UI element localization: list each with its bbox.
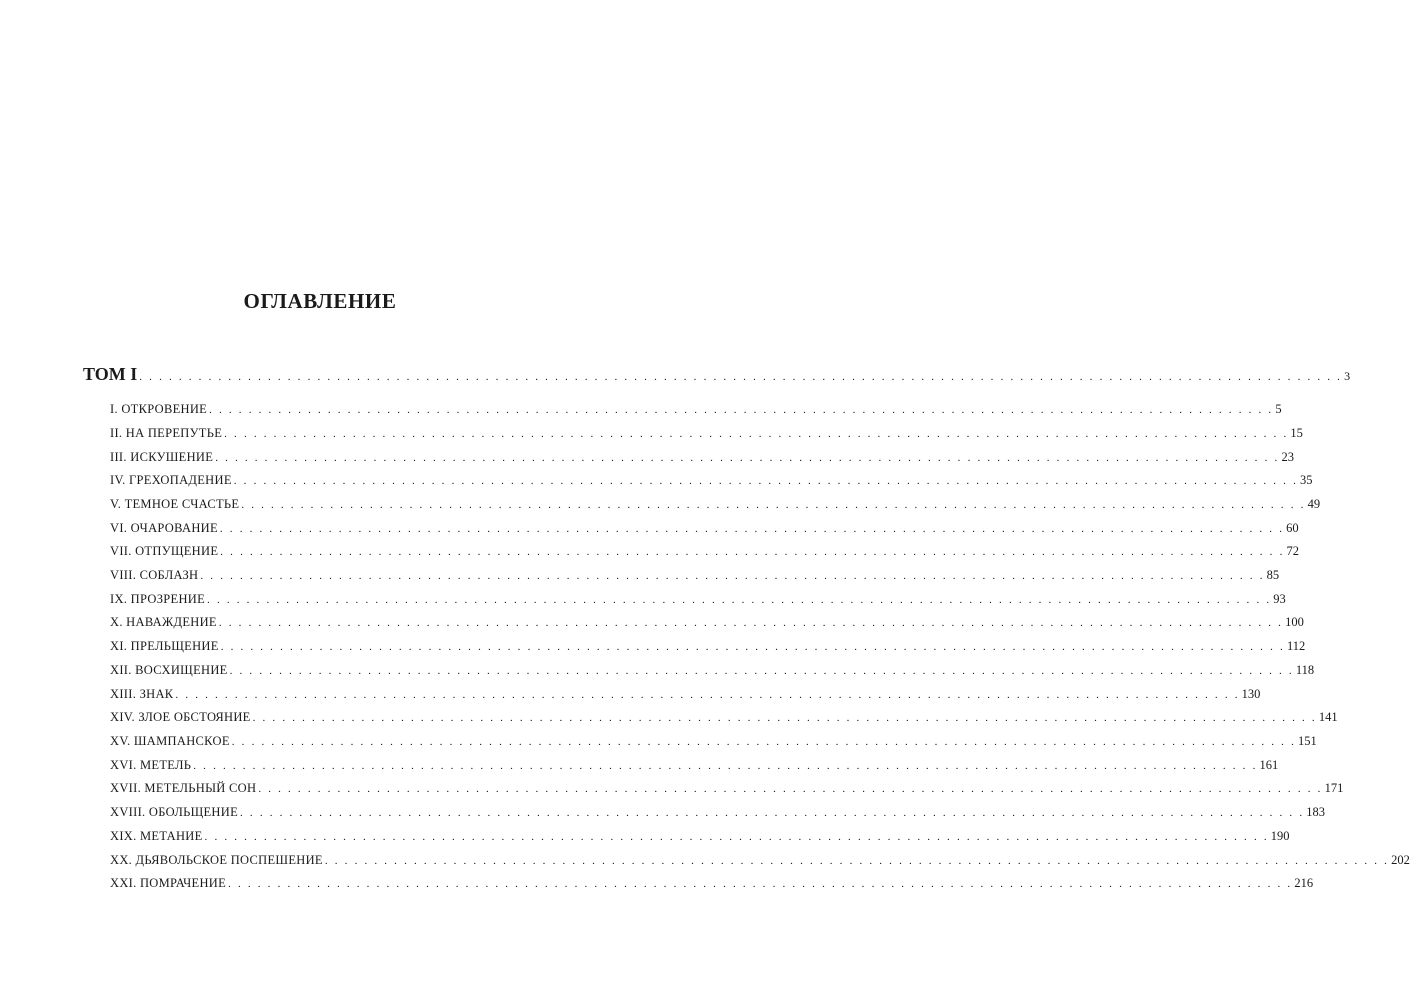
volume-page-number: 3 — [1344, 369, 1351, 383]
toc-chapter-entry — [110, 663, 1315, 683]
toc-chapter-entry — [110, 781, 1344, 801]
toc-chapter-entry — [110, 544, 1300, 564]
volume-label: ТОМ I — [83, 364, 138, 384]
dot-leader: . . . . . . . . . . . . . . . . . . . . . . . . . . . . . . . . . . . . . . . . . . . . . . . . . . . . . . . . . . . . . . . . . . . . . . . . . . . . . . . . . . . . . . . . . . . . . . . . . . . . . . . . . . . . — [215, 452, 1280, 464]
chapter-page-number: 93 — [1273, 592, 1286, 606]
chapter-page-number: 171 — [1324, 781, 1344, 795]
toc-chapter-entry — [110, 853, 1410, 873]
chapter-label: XX. ДЬЯВОЛЬСКОЕ ПОСПЕШЕНИЕ — [110, 853, 323, 867]
toc-chapter-entry — [110, 402, 1282, 422]
chapter-label: XI. ПРЕЛЬЩЕНИЕ — [110, 639, 219, 653]
chapter-page-number: 118 — [1295, 663, 1315, 677]
toc-chapter-entry — [110, 473, 1313, 493]
dot-leader: . . . . . . . . . . . . . . . . . . . . . . . . . . . . . . . . . . . . . . . . . . . . . . . . . . . . . . . . . . . . . . . . . . . . . . . . . . . . . . . . . . . . . . . . . . . . . . . . . . . . . . . . . . . . — [207, 594, 1272, 606]
chapter-label: I. ОТКРОВЕНИЕ — [110, 402, 208, 416]
chapter-page-number: 100 — [1285, 615, 1304, 629]
toc-chapter-entry — [110, 615, 1304, 635]
toc-chapter-entry — [110, 876, 1314, 896]
dot-leader: . . . . . . . . . . . . . . . . . . . . . . . . . . . . . . . . . . . . . . . . . . . . . . . . . . . . . . . . . . . . . . . . . . . . . . . . . . . . . . . . . . . . . . . . . . . . . . . . . . . . . . . . . . . . — [220, 641, 1285, 653]
chapter-page-number: 23 — [1281, 450, 1294, 464]
chapter-page-number: 151 — [1298, 734, 1317, 748]
chapter-label: XIX. МЕТАНИЕ — [110, 829, 203, 843]
chapter-page-number: 5 — [1275, 402, 1282, 416]
dot-leader: . . . . . . . . . . . . . . . . . . . . . . . . . . . . . . . . . . . . . . . . . . . . . . . . . . . . . . . . . . . . . . . . . . . . . . . . . . . . . . . . . . . . . . . . . . . . . . . . . . . . . . . . . . . . — [252, 712, 1317, 724]
toc-chapter-entry — [110, 734, 1317, 754]
dot-leader: . . . . . . . . . . . . . . . . . . . . . . . . . . . . . . . . . . . . . . . . . . . . . . . . . . . . . . . . . . . . . . . . . . . . . . . . . . . . . . . . . . . . . . . . . . . . . . . . . . . . . . . . . . . . — [175, 689, 1240, 701]
chapter-label: IV. ГРЕХОПАДЕНИЕ — [110, 473, 232, 487]
chapter-label: VIII. СОБЛАЗН — [110, 568, 199, 582]
dot-leader: . . . . . . . . . . . . . . . . . . . . . . . . . . . . . . . . . . . . . . . . . . . . . . . . . . . . . . . . . . . . . . . . . . . . . . . . . . . . . . . . . . . . . . . . . . . . . . . . . . . . . . . . . . . . — [233, 475, 1299, 487]
dot-leader: . . . . . . . . . . . . . . . . . . . . . . . . . . . . . . . . . . . . . . . . . . . . . . . . . . . . . . . . . . . . . . . . . . . . . . . . . . . . . . . . . . . . . . . . . . . . . . . . . . . . . . . . . . . . — [224, 428, 1289, 440]
chapter-label: V. ТЕМНОЕ СЧАСТЬЕ — [110, 497, 240, 511]
toc-chapter-entry — [110, 710, 1338, 730]
dot-leader: . . . . . . . . . . . . . . . . . . . . . . . . . . . . . . . . . . . . . . . . . . . . . . . . . . . . . . . . . . . . . . . . . . . . . . . . . . . . . . . . . . . . . . . . . . . . . . . . . . . . . . . . . . . . — [204, 831, 1269, 843]
chapter-label: XVI. МЕТЕЛЬ — [110, 758, 192, 772]
dot-leader: . . . . . . . . . . . . . . . . . . . . . . . . . . . . . . . . . . . . . . . . . . . . . . . . . . . . . . . . . . . . . . . . . . . . . . . . . . . . . . . . . . . . . . . . . . . . . . . . . . . . . . . . . . . . — [231, 736, 1297, 748]
chapter-label: II. НА ПЕРЕПУТЬЕ — [110, 426, 223, 440]
chapter-label: XVIII. ОБОЛЬЩЕНИЕ — [110, 805, 239, 819]
chapter-page-number: 161 — [1259, 758, 1279, 772]
chapter-label: VI. ОЧАРОВАНИЕ — [110, 521, 218, 535]
chapter-page-number: 35 — [1300, 473, 1313, 487]
dot-leader: . . . . . . . . . . . . . . . . . . . . . . . . . . . . . . . . . . . . . . . . . . . . . . . . . . . . . . . . . . . . . . . . . . . . . . . . . . . . . . . . . . . . . . . . . . . . . . . . . . . . . . . . . . . . — [229, 665, 1294, 677]
dot-leader: . . . . . . . . . . . . . . . . . . . . . . . . . . . . . . . . . . . . . . . . . . . . . . . . . . . . . . . . . . . . . . . . . . . . . . . . . . . . . . . . . . . . . . . . . . . . . . . . . . . . . . . . . . . . — [193, 760, 1258, 772]
chapter-label: XXI. ПОМРАЧЕНИЕ — [110, 876, 227, 890]
dot-leader: . . . . . . . . . . . . . . . . . . . . . . . . . . . . . . . . . . . . . . . . . . . . . . . . . . . . . . . . . . . . . . . . . . . . . . . . . . . . . . . . . . . . . . . . . . . . . . . . . . . . . . . . . . . . — [240, 807, 1305, 819]
toc-chapter-entry — [110, 805, 1326, 825]
toc-chapter-entry — [110, 568, 1280, 588]
chapter-page-number: 141 — [1318, 710, 1338, 724]
toc-volume-entry — [83, 364, 1351, 385]
dot-leader: . . . . . . . . . . . . . . . . . . . . . . . . . . . . . . . . . . . . . . . . . . . . . . . . . . . . . . . . . . . . . . . . . . . . . . . . . . . . . . . . . . . . . . . . . . . . . . . . . . . . . . . . . . . . — [324, 855, 1390, 867]
toc-chapter-entry — [110, 497, 1321, 517]
toc-chapter-entry — [110, 687, 1261, 707]
toc-chapter-entry — [110, 829, 1290, 849]
dot-leader: . . . . . . . . . . . . . . . . . . . . . . . . . . . . . . . . . . . . . . . . . . . . . . . . . . . . . . . . . . . . . . . . . . . . . . . . . . . . . . . . . . . . . . . . . . . . . . . . . . . . . . . . . . . . — [241, 499, 1306, 511]
dot-leader: . . . . . . . . . . . . . . . . . . . . . . . . . . . . . . . . . . . . . . . . . . . . . . . . . . . . . . . . . . . . . . . . . . . . . . . . . . . . . . . . . . . . . . . . . . . . . . . . . . . . . . . . . . . . — [228, 878, 1293, 890]
chapter-page-number: 72 — [1286, 544, 1300, 558]
chapter-page-number: 183 — [1306, 805, 1326, 819]
toc-chapter-entry — [110, 426, 1303, 446]
chapter-label: III. ИСКУШЕНИЕ — [110, 450, 214, 464]
toc-chapter-entry — [110, 639, 1306, 659]
dot-leader: . . . . . . . . . . . . . . . . . . . . . . . . . . . . . . . . . . . . . . . . . . . . . . . . . . . . . . . . . . . . . . . . . . . . . . . . . . . . . . . . . . . . . . . . . . . . . . . . . . . . . . . . . . . . — [258, 783, 1323, 795]
chapter-page-number: 85 — [1266, 568, 1280, 582]
page-title: ОГЛАВЛЕНИЕ — [243, 289, 397, 313]
chapter-label: XVII. МЕТЕЛЬНЫЙ СОН — [110, 781, 257, 795]
dot-leader: . . . . . . . . . . . . . . . . . . . . . . . . . . . . . . . . . . . . . . . . . . . . . . . . . . . . . . . . . . . . . . . . . . . . . . . . . . . . . . . . . . . . . . . . . . . . . . . . . . . . . . . . . . . . — [220, 546, 1285, 558]
chapter-page-number: 130 — [1241, 687, 1261, 701]
chapter-page-number: 49 — [1307, 497, 1321, 511]
chapter-label: IX. ПРОЗРЕНИЕ — [110, 592, 206, 606]
chapter-page-number: 60 — [1286, 521, 1299, 535]
chapter-label: XIV. ЗЛОЕ ОБСТОЯНИЕ — [110, 710, 251, 724]
dot-leader: . . . . . . . . . . . . . . . . . . . . . . . . . . . . . . . . . . . . . . . . . . . . . . . . . . . . . . . . . . . . . . . . . . . . . . . . . . . . . . . . . . . . . . . . . . . . . . . . . . . . . . . . . . . . — [219, 523, 1285, 535]
chapter-label: XV. ШАМПАНСКОЕ — [110, 734, 230, 748]
dot-leader: . . . . . . . . . . . . . . . . . . . . . . . . . . . . . . . . . . . . . . . . . . . . . . . . . . . . . . . . . . . . . . . . . . . . . . . . . . . . . . . . . . . . . . . . . . . . . . . . . . . . . . . . . . . . — [209, 404, 1274, 416]
chapter-page-number: 190 — [1270, 829, 1290, 843]
chapter-label: XIII. ЗНАК — [110, 687, 174, 701]
chapter-page-number: 202 — [1391, 853, 1410, 867]
chapter-page-number: 112 — [1286, 639, 1306, 653]
toc-chapter-entry — [110, 592, 1286, 612]
toc-chapter-entry — [110, 521, 1299, 541]
chapter-label: VII. ОТПУЩЕНИЕ — [110, 544, 219, 558]
chapter-page-number: 216 — [1294, 876, 1314, 890]
chapter-page-number: 15 — [1290, 426, 1303, 440]
toc-chapter-entry — [110, 758, 1279, 778]
dot-leader: . . . . . . . . . . . . . . . . . . . . . . . . . . . . . . . . . . . . . . . . . . . . . . . . . . . . . . . . . . . . . . . . . . . . . . . . . . . . . . . . . . . . . . . . . . . . . . . . . . . . . . . . . . . . — [218, 617, 1284, 629]
toc-chapter-entry — [110, 450, 1294, 470]
chapter-label: XII. ВОСХИЩЕНИЕ — [110, 663, 228, 677]
dot-leader: . . . . . . . . . . . . . . . . . . . . . . . . . . . . . . . . . . . . . . . . . . . . . . . . . . . . . . . . . . . . . . . . . . . . . . . . . . . . . . . . . . . . . . . . . . . . . . . . . . . . . . . . . . . . — [200, 570, 1265, 582]
chapter-label: X. НАВАЖДЕНИЕ — [110, 615, 217, 629]
dot-leader: . . . . . . . . . . . . . . . . . . . . . . . . . . . . . . . . . . . . . . . . . . . . . . . . . . . . . . . . . . . . . . . . . . . . . . . . . . . . . . . . . . . . . . . . . . . . . . . . . . . . . . . . . . . . . . . . . . . . . . . . . . — [139, 371, 1343, 383]
